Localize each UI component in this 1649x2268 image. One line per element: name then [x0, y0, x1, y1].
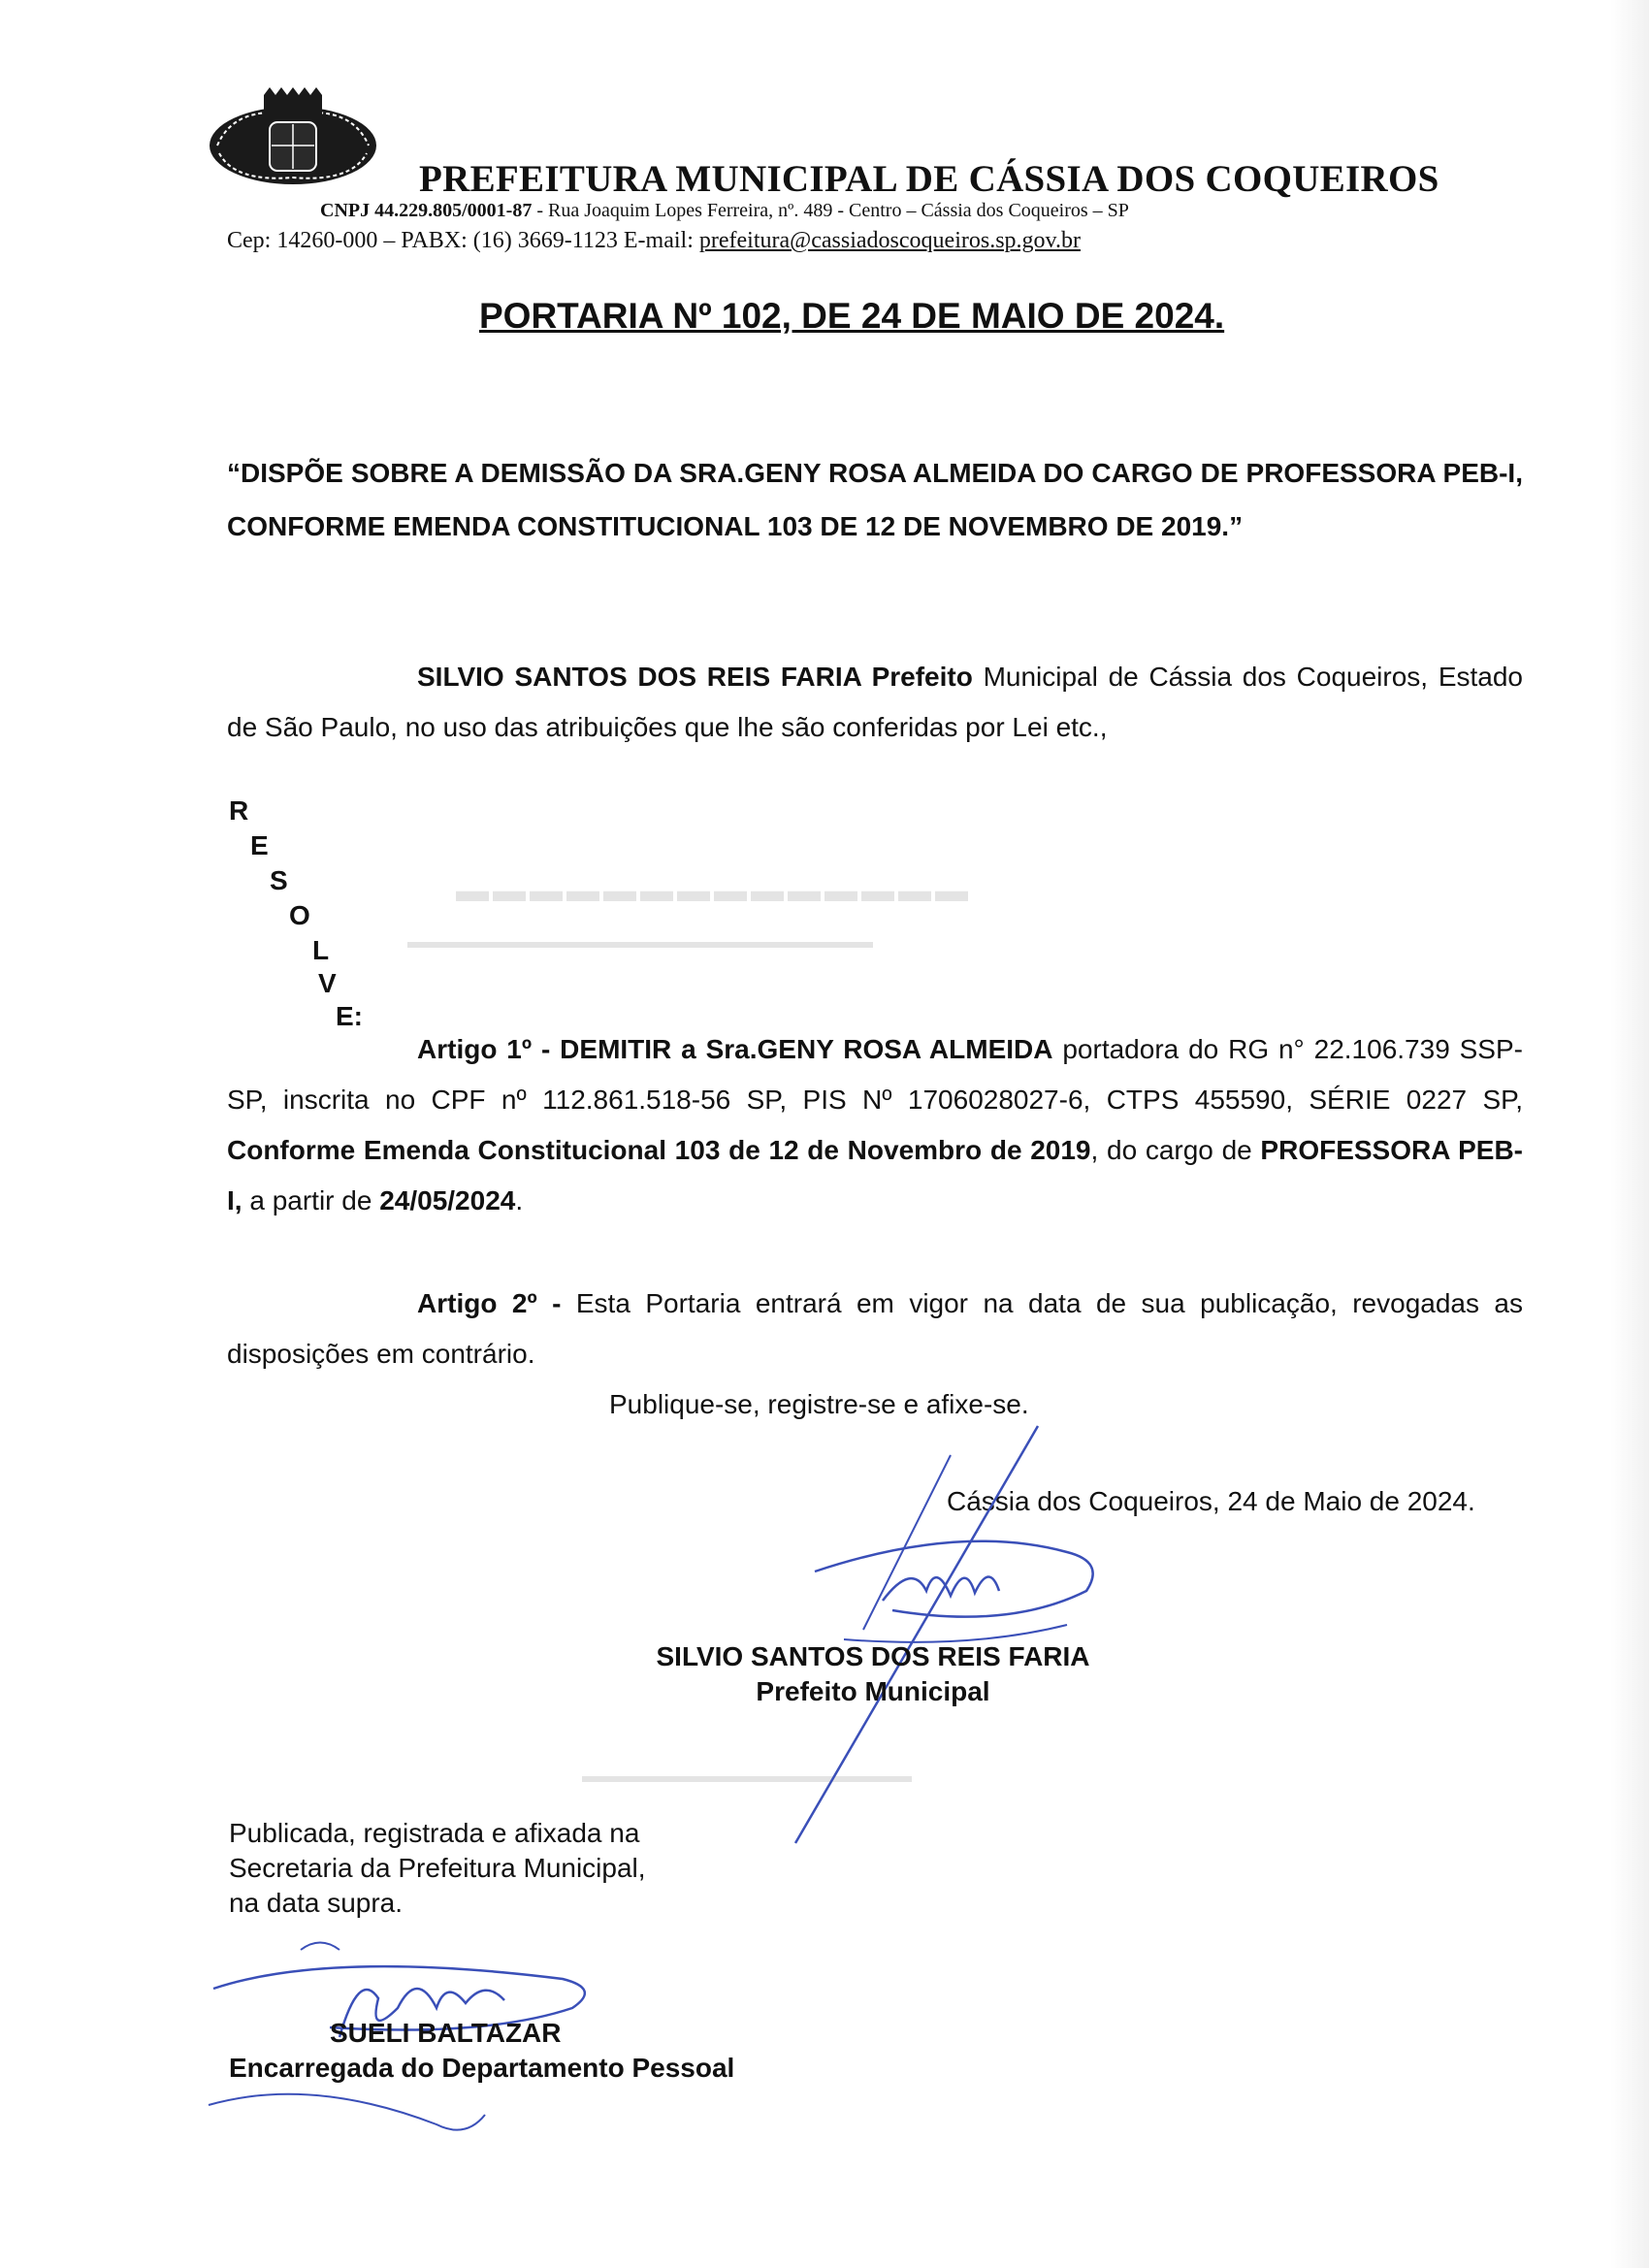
signatory-name: SILVIO SANTOS DOS REIS FARIA	[656, 1641, 1090, 1671]
publication-note-line: Publicada, registrada e afixada na	[229, 1818, 640, 1848]
publication-note-line: Secretaria da Prefeitura Municipal,	[229, 1853, 646, 1883]
artigo-1-label: Artigo 1º - DEMITIR a Sra.GENY ROSA ALMEIDA	[417, 1034, 1053, 1064]
scan-edge-shadow	[1610, 0, 1649, 2268]
resolve-letter: O	[289, 900, 310, 930]
artigo-1-date: 24/05/2024	[379, 1185, 516, 1215]
resolve-letter: V	[318, 968, 337, 998]
bleed-through-ghost: ▬▬▬▬▬▬▬▬▬▬▬▬▬▬	[456, 873, 972, 909]
preamble-text: Municipal de Cássia dos Coqueiros, Estado de São Paulo, no uso das atribuições que lhe são conferidas por Lei etc.,	[227, 662, 1523, 742]
artigo-1-text: a partir de	[242, 1185, 380, 1215]
resolve-letter: S	[270, 865, 288, 895]
address: - Rua Joaquim Lopes Ferreira, nº. 489 - Centro – Cássia dos Coqueiros – SP	[532, 200, 1129, 221]
publication-note-line: na data supra.	[229, 1888, 404, 1918]
header-address-line	[320, 200, 1129, 222]
artigo-2	[227, 1279, 1523, 1379]
ementa: “DISPÕE SOBRE A DEMISSÃO DA SRA.GENY ROSA ALMEIDA DO CARGO DE PROFESSORA PEB-I, CONFORME EMENDA CONSTITUCIONAL 103 DE 12 DE NOVEMBRO DE 2019.”	[227, 458, 1523, 541]
email-link[interactable]: prefeitura@cassiadoscoqueiros.sp.gov.br	[698, 228, 1081, 253]
artigo-2-text: Esta Portaria entrará em vigor na data de sua publicação, revogadas as disposições em contrário.	[227, 1288, 1524, 1369]
header-contact-line	[227, 228, 1081, 254]
mayor-signature-icon	[718, 1416, 1125, 1863]
bleed-through-ghost: ▬▬▬▬▬▬▬▬▬▬▬▬▬▬▬▬▬	[582, 1766, 912, 1787]
contact: Cep: 14260-000 – PABX: (16) 3669-1123 E-mail:	[227, 228, 699, 253]
institution-title: PREFEITURA MUNICIPAL DE CÁSSIA DOS COQUEIROS	[419, 158, 1439, 200]
resolve-letter: E	[250, 830, 269, 860]
artigo-1-text: portadora do RG n° 22.106.739 SSP-SP, inscrita no CPF nº 112.861.518-56 SP, PIS Nº 1706028027-6, CTPS 455590, SÉRIE 0227 SP,	[227, 1034, 1523, 1115]
publique-line: Publique-se, registre-se e afixe-se.	[609, 1389, 1029, 1419]
publication-note	[229, 1816, 646, 1921]
bleed-through-ghost: ▬▬▬▬▬▬▬▬▬▬▬▬▬▬▬▬▬▬▬▬▬▬▬▬	[407, 931, 873, 953]
resolve-letter: L	[312, 935, 330, 965]
artigo-1-amendment: Conforme Emenda Constitucional 103 de 12 de Novembro de 2019	[227, 1135, 1091, 1165]
preamble	[227, 652, 1523, 753]
resolve-letter: R	[229, 795, 249, 826]
artigo-1-text: .	[515, 1185, 524, 1215]
artigo-2-label: Artigo 2º -	[417, 1288, 562, 1318]
document-title: PORTARIA Nº 102, DE 24 DE MAIO DE 2024.	[479, 296, 1225, 336]
hr-signatory-role: Encarregada do Departamento Pessoal	[229, 2053, 735, 2083]
signatory-role: Prefeito Municipal	[756, 1676, 990, 1706]
artigo-1-position: PROFESSORA PEB-I,	[227, 1135, 1524, 1215]
artigo-1-text: , do cargo de	[1090, 1135, 1261, 1165]
artigo-1	[227, 1024, 1523, 1226]
preamble-name: SILVIO SANTOS DOS REIS FARIA Prefeito	[417, 662, 973, 692]
resolve-letter: E:	[336, 1001, 363, 1031]
cnpj: CNPJ 44.229.805/0001-87	[320, 200, 533, 221]
hr-signatory-name: SUELI BALTAZAR	[330, 2018, 562, 2048]
place-date: Cássia dos Coqueiros, 24 de Maio de 2024.	[947, 1486, 1475, 1516]
municipal-crest-icon	[206, 85, 380, 192]
